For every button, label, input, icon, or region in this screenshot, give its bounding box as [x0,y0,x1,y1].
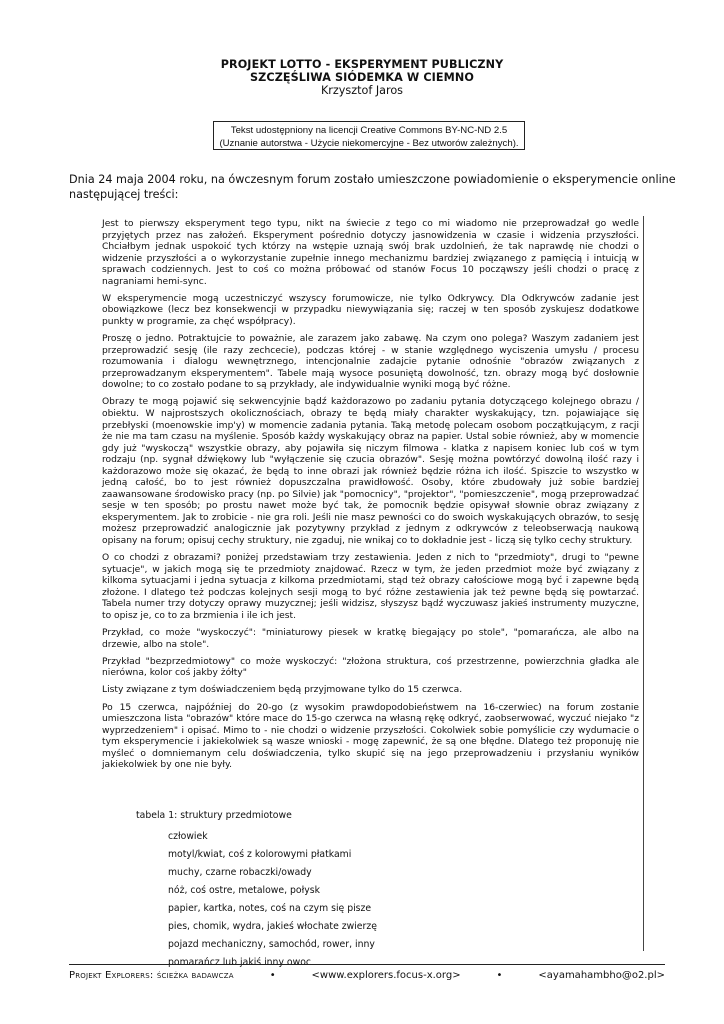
footer-divider [69,964,665,965]
list-item: nóż, coś ostre, metalowe, połysk [168,885,320,896]
footer-bullet: • [496,969,503,981]
list-item: pies, chomik, wydra, jakieś włochate zwierzę [168,921,377,932]
list-item: pojazd mechaniczny, samochód, rower, inny [168,939,375,950]
table-caption: tabela 1: struktury przedmiotowe [136,810,292,821]
structures-list [168,828,377,972]
footer-email-link[interactable]: <ayamahambho@o2.pl> [538,969,665,981]
footer-project-name: Projekt Explorers: ścieżka badawcza [69,969,234,981]
quote-paragraph-2: W eksperymencie mogą uczestniczyć wszyscy forumowicze, nie tylko Odkrywcy. Dla Odkrywców zadanie jest obowiązkowe (lecz bez konsekwencji w przypadku niewywiązania się; raczej w ten sposób zyskujesz dodatkowe punkty w programie, za chęć współpracy). [102,293,639,327]
footer-url-link[interactable]: <www.explorers.focus-x.org> [311,969,461,981]
quote-paragraph-7: Przykład "bezprzedmiotowy" co może wyskoczyć: "złożona struktura, coś przestrzenne, powierzchnia gładka ale nierówna, kolor coś jakby żółty" [102,656,639,679]
license-line-1: Tekst udostępniony na licencji Creative Commons BY-NC-ND 2.5 [230,125,508,136]
quote-paragraph-3: Proszę o jedno. Potraktujcie to poważnie, ale zarazem jako zabawę. Na czym ono polega? Waszym zadaniem jest przeprowadzić sesję (ile razy zechcecie), podczas której - w stanie względnego wyciszenia umysłu / procesu rozumowania i dialogu wewnętrznego, intencjonalnie zadajcie pytanie odnośnie "obrazów związanych z przeprowadzanym eksperymentem". Tabele mają wysoce posuniętą dowolność, tzn. obrazy mogą być dosłownie dowolne; to co zostało podane to są przykłady, ale indywidualnie wyniki mogą być różne. [102,334,639,391]
list-item: motyl/kwiat, coś z kolorowymi płatkami [168,849,352,860]
quote-paragraph-5: O co chodzi z obrazami? poniżej przedstawiam trzy zestawienia. Jeden z nich to "przedmioty", drugi to "pewne sytuacje", w jakich mogą się te przedmioty znajdować. Rzecz w tym, że jeden przedmiot może być związany z kilkoma sytuacjami i jedna sytuacja z kilkoma przedmiotami, stąd też obrazy całościowe mogą być i zapewne będą złożone. I dlatego też podczas kolejnych sesji mogą to być różne zestawienia jak też pewne będą się powtarzać. Tabela numer trzy dotyczy oprawy muzycznej; jeśli widzisz, słyszysz bądź wyczuwasz jakieś instrumenty muzyczne, to opisz je, co to za brzmienia i ile ich jest. [102,553,639,621]
quote-paragraph-8: Listy związane z tym doświadczeniem będą przyjmowane tylko do 15 czerwca. [102,685,463,696]
quoted-announcement [102,219,639,777]
author-name: Krzysztof Jaros [320,84,404,97]
quote-paragraph-9: Po 15 czerwca, najpóźniej do 20-go (z wysokim prawdopodobieństwem na 16-czerwiec) na forum zostanie umieszczona lista "obrazów" które mace do 15-go czerwca na własną rękę odkryć, zaobserwować, wyczuć niejako "z wyprzedzeniem" i opisać. Mimo to - nie chodzi o widzenie przyszłości. Cokolwiek sobie pomyślicie czy wydumacie o tym eksperymencie i jakiekolwiek są wasze wnioski - mogę zapewnić, że są one błędne. Dlatego też proponuję nie myśleć o domniemanym celu doświadczenia, tylko skupić się na jego przeprowadzeniu i przysłaniu wyników jakiekolwiek by one nie były. [102,702,639,771]
list-item: człowiek [168,831,208,842]
license-line-2: (Uznanie autorstwa - Użycie niekomercyjne - Bez utworów zależnych). [219,138,519,149]
list-item: papier, kartka, notes, coś na czym się pisze [168,903,372,914]
footer-bullet: • [269,969,276,981]
list-item: muchy, czarne robaczki/owady [168,867,312,878]
title-line-1: PROJEKT LOTTO - EKSPERYMENT PUBLICZNY [220,58,504,71]
document-title [0,58,724,98]
quote-paragraph-6: Przykład, co może "wyskoczyć": "miniaturowy piesek w kratkę biegający po stole", "pomarańcza, ale albo na drzewie, albo na stole". [102,628,639,650]
list-item: pomarańcz lub jakiś inny owoc [168,957,311,968]
title-line-2: SZCZĘŚLIWA SIÓDEMKA W CIEMNO [250,71,474,84]
license-box [213,121,525,150]
quote-paragraph-4: Obrazy te mogą pojawić się sekwencyjnie bądź każdorazowo po zadaniu pytania dotyczącego kolejnego obrazu / obiektu. W najprostszych okolicznościach, obrazy te będą miały charakter wyskakujący, tzn. pojawiające się przebłyski (moenowskie imp'y) w momencie zadania pytania. Taką metodę polecam osobom początkującym, z racji że nie ma tam czasu na myślenie. Sposób każdy wyskakujący obraz na papier. Ustal sobie również, aby w momencie gdy już "wyskoczą" wszystkie obrazy, aby pojawiła się niczym filmowa - klatka z napisem koniec lub coś w tym rodzaju (np. sygnał dźwiękowy lub "wyłączenie się czucia obrazów". Sesję można powtórzyć dowolną ilość razy i każdorazowo może się okazać, że będą to inne obrazi jak również będzie różna ich ilość. Spiszcie to wszystko w jedną całość, bo to jest również dopuszczalna prawidłowość. Osoby, które zbudowały już sobie bardziej zaawansowane środowisko pracy (np. po Silvie) jak "pomocnicy", "projektor", "pomieszczenie", mogą przeprowadzać sesje w ten sposób; po prostu nawet może być tak, że pomocnik będzie opisywał słownie obraz związany z eksperymentem. Jak to zrobicie - nie gra roli. Jeśli nie masz pewności co do swoich wyskakujących obrazów, to sesję możesz przeprowadzić analogicznie jak pozytywny przykład z jednym z odkrywców z teleobserwacją naukową opisany na forum; opisuj cechy struktury, nie zgaduj, nie wnikaj co to dokładnie jest - liczą się tylko cechy struktury. [102,397,639,546]
quote-paragraph-1: Jest to pierwszy eksperyment tego typu, nikt na świecie z tego co mi wiadomo nie przeprowadzał go wedle przyjętych przez nas założeń. Eksperyment pośrednio dotyczy jasnowidzenia w czasie i widzenia przyszłości. Chciałbym jednak uspokoić tych którzy na wstępie uznają swój brak uzdolnień, że tak naprawdę nie chodzi o widzenie przyszłości a o wykorzystanie zupełnie innego mechanizmu bardziej związanego z pamięcią i intuicją w sprawach codziennych. Jest to coś co można próbować od stanów Focus 10 począwszy jeśli chodzi o pracę z nagraniami hemi-sync. [102,219,639,287]
page-footer [69,967,665,983]
intro-paragraph: Dnia 24 maja 2004 roku, na ówczesnym forum zostało umieszczone powiadomienie o eksperymencie online następującej treści: [69,173,676,201]
